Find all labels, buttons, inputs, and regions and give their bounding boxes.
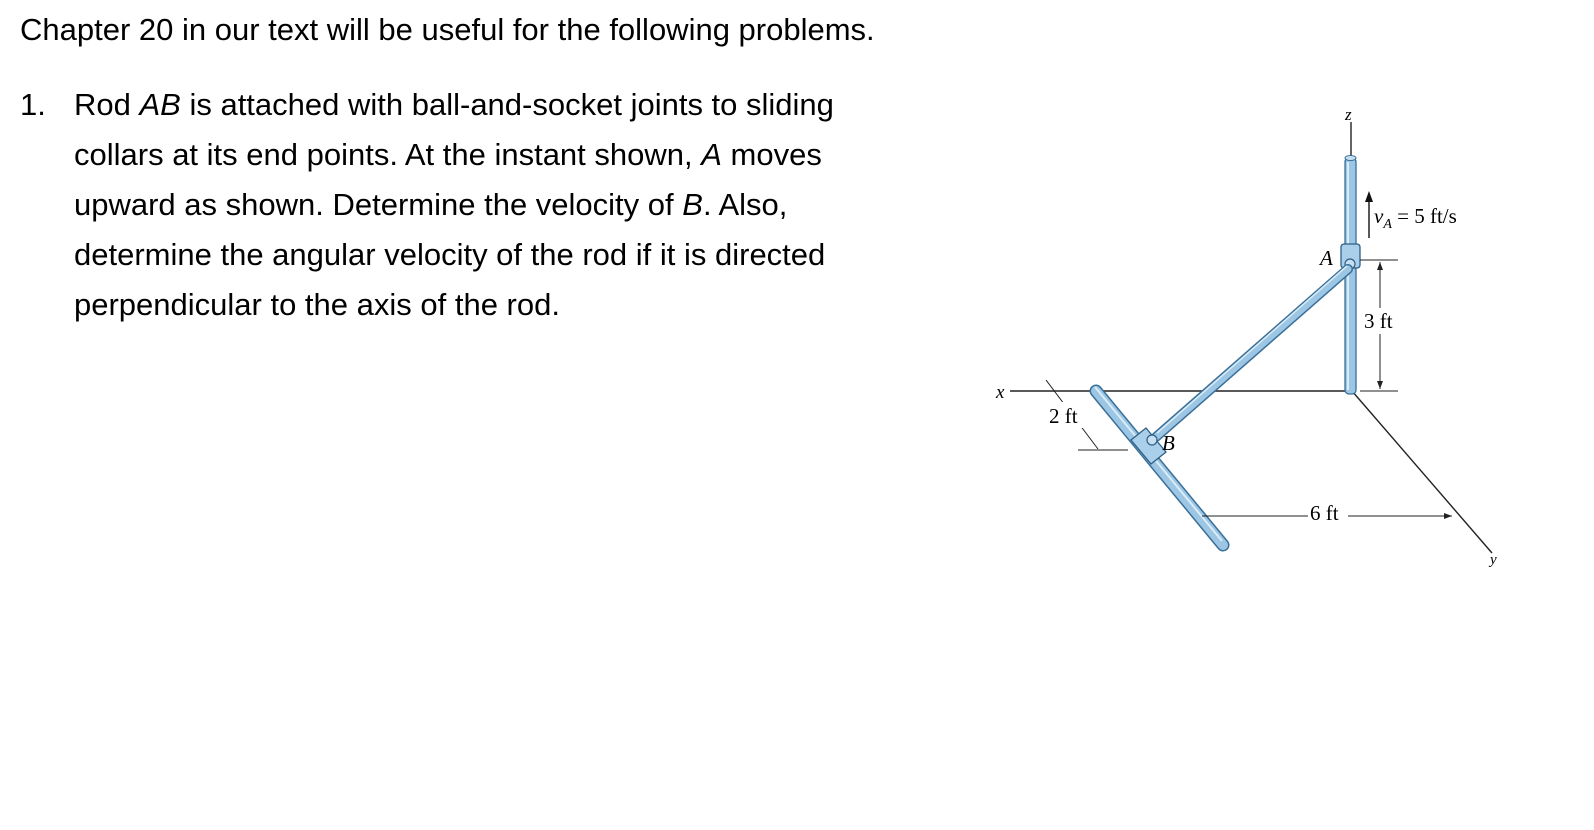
ball-joint-b (1147, 435, 1157, 445)
problem-line-4: determine the angular velocity of the rod if it is directed (74, 237, 826, 272)
dimension-2ft-label: 2 ft (1049, 404, 1078, 428)
problem-line-3: upward as shown. Determine the velocity of B. Also, (74, 187, 788, 222)
z-axis-label: z (1345, 105, 1352, 124)
diagonal-guide-rod (1096, 391, 1223, 545)
problem-line-1: Rod AB is attached with ball-and-socket joints to sliding (74, 87, 834, 122)
problem-line-5: perpendicular to the axis of the rod. (74, 287, 560, 322)
problem-line-2: collars at its end points. At the instant shown, A moves (74, 137, 822, 172)
dimension-6ft-label: 6 ft (1310, 501, 1339, 525)
problem-number: 1. (20, 87, 46, 122)
velocity-label: $v_A = 5$ ft/s (1374, 204, 1457, 232)
intro-text: Chapter 20 in our text will be useful for the following problems. (20, 12, 875, 47)
point-a-label: A (1320, 246, 1333, 270)
velocity-arrowhead-icon (1365, 191, 1373, 202)
dimension-3ft-label: 3 ft (1364, 309, 1393, 333)
x-axis-label: x (996, 382, 1005, 403)
y-axis-label: y (1490, 552, 1497, 568)
y-axis-line (1352, 391, 1492, 553)
point-b-label: B (1162, 431, 1175, 455)
rod-ab (1156, 269, 1348, 437)
